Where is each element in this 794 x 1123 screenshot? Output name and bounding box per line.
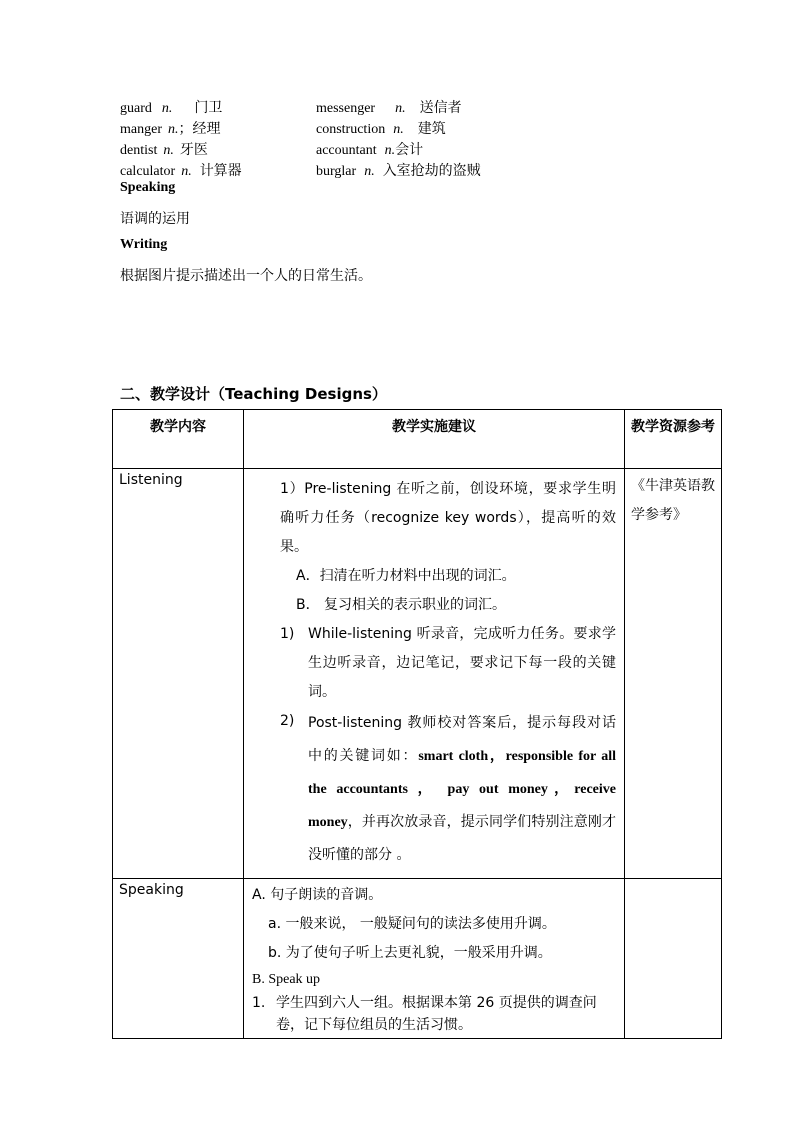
vocab-entry	[316, 118, 446, 138]
vocab-word: guard	[120, 100, 152, 116]
vocab-entry	[120, 97, 316, 117]
key-words: smart cloth，responsible for all the accountants ， pay out money，receive money	[308, 749, 616, 830]
vocab-pos: n.	[364, 163, 375, 179]
vocab-pos: n.	[167, 121, 179, 137]
vocab-entry	[120, 160, 316, 180]
resource-cell	[625, 879, 722, 1039]
category-label: Speaking	[119, 882, 184, 898]
vocab-row	[120, 159, 580, 180]
vocab-entry	[316, 97, 462, 117]
speak-up-text: 学生四到六人一组。根据课本第 26 页提供的调查问卷，记下每位组员的生活习惯。	[276, 995, 597, 1033]
vocab-word: accountant	[316, 142, 377, 158]
header-resources: 教学资源参考	[631, 419, 715, 435]
writing-heading: Writing	[120, 237, 168, 252]
vocabulary-list	[120, 96, 580, 180]
category-cell	[113, 469, 244, 879]
vocab-word: burglar	[316, 163, 357, 179]
vocab-meaning: 建筑	[417, 120, 446, 137]
vocab-meaning: 计算器	[199, 162, 242, 179]
listening-step-a: A．扫清在听力材料中出现的词汇。	[296, 568, 516, 584]
list-item	[252, 620, 616, 707]
list-item	[252, 992, 616, 1036]
table-row	[113, 469, 722, 879]
vocab-entry	[316, 160, 481, 180]
header-cell	[113, 410, 244, 469]
speaking-step-a-b: b. 为了使句子听上去更礼貌，一般采用升调。	[268, 945, 552, 961]
teaching-design-table	[112, 409, 722, 1039]
vocab-entry	[120, 118, 316, 138]
vocab-row	[120, 96, 580, 117]
header-suggestions: 教学实施建议	[392, 419, 476, 435]
speaking-text: 语调的运用	[120, 211, 190, 227]
post-listening-text	[308, 707, 616, 872]
listening-content	[244, 469, 624, 878]
header-content: 教学内容	[150, 419, 206, 435]
speaking-step-a-a: a. 一般来说， 一般疑问句的读法多使用升调。	[268, 916, 556, 932]
suggestion-cell	[244, 469, 625, 879]
vocab-meaning: 送信者	[419, 99, 462, 116]
section-title: 二、教学设计（Teaching Designs）	[120, 385, 387, 403]
vocab-pos: n.	[393, 121, 404, 137]
table-row	[113, 879, 722, 1039]
resource-text: 《牛津英语教学参考》	[631, 478, 715, 523]
vocab-entry	[120, 139, 316, 159]
vocab-pos: n.	[181, 163, 192, 179]
vocab-word: messenger	[316, 100, 376, 116]
pre-listening-text: 1）Pre-listening 在听之前，创设环境，要求学生明确听力任务（recognize key words），提高听的效果。	[280, 481, 616, 555]
writing-text: 根据图片提示描述出一个人的日常生活。	[120, 268, 372, 284]
suggestion-cell	[244, 879, 625, 1039]
vocab-row	[120, 117, 580, 138]
list-item-number: 1.	[252, 995, 266, 1011]
listening-step-b: B． 复习相关的表示职业的词汇。	[296, 597, 507, 613]
vocab-entry	[316, 139, 423, 159]
list-item	[252, 707, 616, 872]
header-cell	[244, 410, 625, 469]
post-listening-intro: Post-listening 教师校对答案后，提示每段对话中的关键词如：	[308, 715, 616, 764]
resource-text	[625, 879, 721, 885]
speaking-step-b: B. Speak up	[252, 972, 321, 987]
vocab-pos: n.	[161, 100, 173, 116]
vocab-word: dentist	[120, 142, 158, 158]
vocab-meaning: 牙医	[179, 141, 208, 158]
speaking-heading: Speaking	[120, 180, 176, 195]
vocab-meaning: 门卫	[194, 99, 223, 116]
vocab-word: calculator	[120, 163, 176, 179]
post-listening-outro: ，并再次放录音，提示同学们特别注意刚才没听懂的部分 。	[308, 814, 616, 863]
header-cell	[625, 410, 722, 469]
category-cell	[113, 879, 244, 1039]
table-header-row	[113, 410, 722, 469]
vocab-row	[120, 138, 580, 159]
list-item-number: 2)	[280, 713, 295, 729]
vocab-meaning: ；经理	[178, 120, 221, 137]
vocab-word: construction	[316, 121, 386, 137]
vocab-meaning: 会计	[395, 141, 424, 158]
list-item-number: 1)	[280, 626, 295, 642]
vocab-pos: n.	[163, 142, 174, 158]
vocab-word: manger	[120, 121, 162, 137]
resource-cell	[625, 469, 722, 879]
speaking-content	[244, 879, 624, 1038]
speaking-step-a: A. 句子朗读的音调。	[252, 887, 383, 903]
vocab-meaning: 入室抢劫的盗贼	[382, 162, 481, 179]
while-listening-text: While-listening 听录音，完成听力任务。要求学生边听录音，边记笔记，要求记下每一段的关键词。	[308, 626, 616, 700]
vocab-pos: n.	[384, 142, 396, 158]
category-label: Listening	[119, 472, 183, 488]
vocab-pos: n.	[395, 100, 406, 116]
